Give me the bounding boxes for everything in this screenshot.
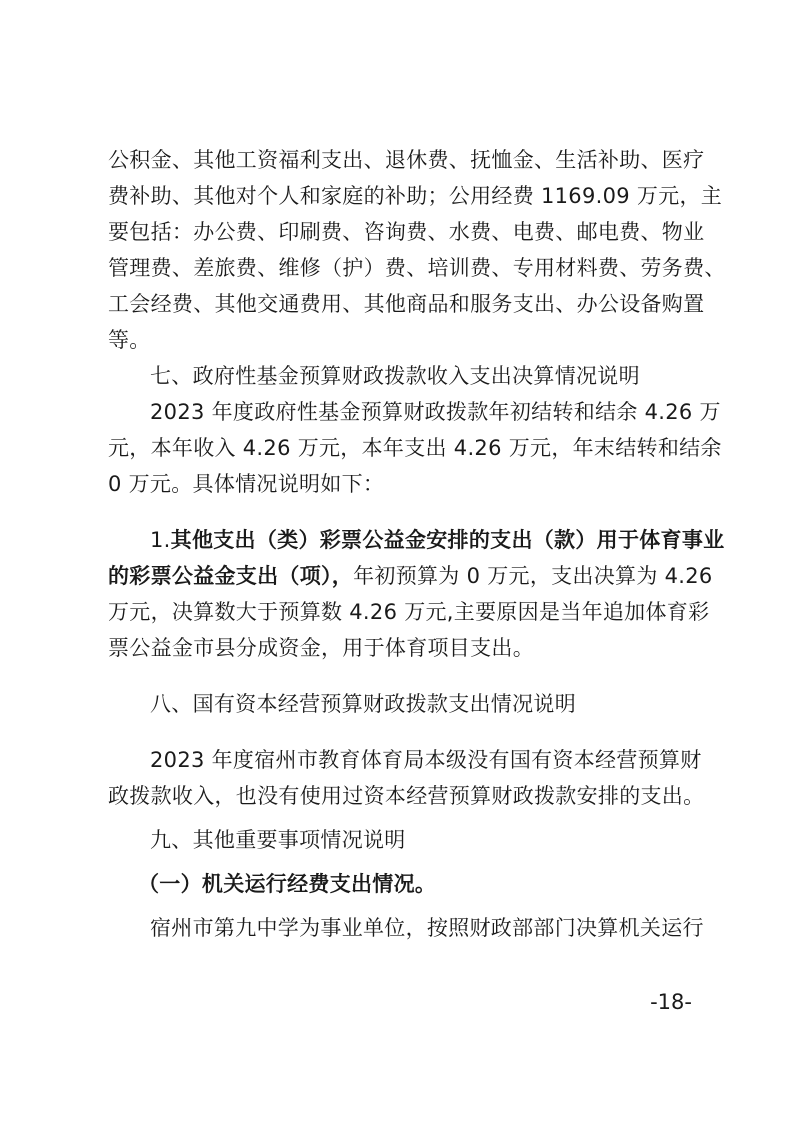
section-heading-7: 七、政府性基金预算财政拨款收入支出决算情况说明 <box>150 364 640 388</box>
text-line: 万元，决算数大于预算数 4.26 万元,主要原因是当年追加体育彩 <box>108 600 710 624</box>
item-title-bold: 其他支出（类）彩票公益金安排的支出（款）用于体育事业 <box>170 528 725 552</box>
paragraph-section8 <box>108 742 705 814</box>
text-line: 2023 年度政府性基金预算财政拨款年初结转和结余 4.26 万 <box>150 400 721 424</box>
text-line <box>108 522 725 558</box>
text-line: 元，本年收入 4.26 万元，本年支出 4.26 万元，年末结转和结余 <box>108 436 722 460</box>
text-line: 等。 <box>108 328 151 352</box>
page-number: -18- <box>650 990 692 1014</box>
paragraph-section7-summary <box>108 394 722 502</box>
text-line: 政拨款收入，也没有使用过资本经营预算财政拨款安排的支出。 <box>108 784 705 808</box>
paragraph-expense-details <box>108 142 726 358</box>
subsection-heading-1: （一）机关运行经费支出情况。 <box>138 872 437 896</box>
text-line <box>108 558 713 594</box>
text-line: 要包括：办公费、印刷费、咨询费、水费、电费、邮电费、物业 <box>108 220 705 244</box>
section-heading-9: 九、其他重要事项情况说明 <box>150 828 406 852</box>
text-line: 宿州市第九中学为事业单位，按照财政部部门决算机关运行 <box>150 916 704 940</box>
text-line: 费补助、其他对个人和家庭的补助；公用经费 1169.09 万元，主 <box>108 184 723 208</box>
text-line: 公积金、其他工资福利支出、退休费、抚恤金、生活补助、医疗 <box>108 148 705 172</box>
text-line: 管理费、差旅费、维修（护）费、培训费、专用材料费、劳务费、 <box>108 256 726 280</box>
paragraph-section7-item1 <box>108 522 725 666</box>
text-line: 工会经费、其他交通费用、其他商品和服务支出、办公设备购置 <box>108 292 705 316</box>
item-text: 年初预算为 0 万元，支出决算为 4.26 <box>353 564 713 588</box>
text-line: 0 万元。具体情况说明如下： <box>108 472 385 496</box>
section-heading-8: 八、国有资本经营预算财政拨款支出情况说明 <box>150 692 576 716</box>
text-line: 票公益金市县分成资金，用于体育项目支出。 <box>108 636 534 660</box>
item-title-bold-end: 的彩票公益金支出（项）， <box>108 564 354 588</box>
item-number: 1. <box>150 528 171 552</box>
text-line: 2023 年度宿州市教育体育局本级没有国有资本经营预算财 <box>150 748 702 772</box>
document-page <box>108 142 726 946</box>
